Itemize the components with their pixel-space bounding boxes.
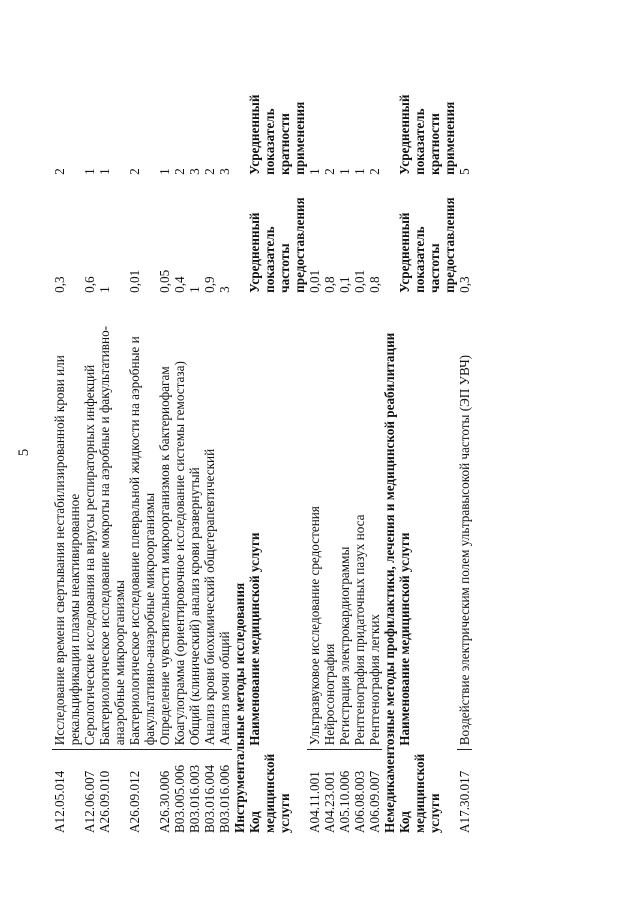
frequency-value: 0,01 (307, 269, 322, 293)
frequency-value: 1 (97, 286, 112, 293)
multiplicity-value: 3 (187, 168, 202, 175)
table-row (187, 53, 202, 833)
service-name: Анализ крови биохимический общетерапевтический (202, 293, 217, 750)
frequency-value: 0,8 (322, 276, 337, 293)
service-name: Общий (клинический) анализ крови развернутый (187, 293, 202, 750)
frequency-value: 0,01 (352, 269, 367, 293)
multiplicity-value: 1 (97, 168, 112, 175)
frequency-value: 0,9 (202, 276, 217, 293)
multiplicity-value: 5 (457, 168, 472, 175)
column-header-row (247, 53, 307, 833)
header-frequency: Усредненный показатель частоты предоставления (247, 197, 307, 293)
service-name: Бактериологическое исследование плевральной жидкости на аэробные и факультативно-анаэробные микроорганизмы (127, 293, 157, 750)
table-row (82, 53, 97, 833)
service-code: A17.30.017 (457, 770, 472, 833)
service-name: Определение чувствительности микроорганизмов к бактериофагам (157, 293, 172, 750)
frequency-value: 0,6 (82, 276, 97, 293)
multiplicity-value: 2 (202, 168, 217, 175)
service-code: B03.005.006 (172, 764, 187, 833)
frequency-value: 0,1 (337, 276, 352, 293)
multiplicity-value: 1 (82, 168, 97, 175)
service-name: Регистрация электрокардиограммы (337, 293, 352, 750)
table-row (337, 53, 352, 833)
service-name: Бактериологическое исследование мокроты на аэробные и факультативно-анаэробные микроорганизмы (97, 293, 127, 750)
service-name: Серологические исследования на вирусы респираторных инфекций (82, 293, 97, 750)
table-row (97, 53, 127, 833)
service-name: Исследование времени свертывания нестабилизированной крови или рекальцификации плазмы неактивированное (52, 293, 82, 750)
multiplicity-value: 2 (52, 168, 67, 175)
multiplicity-value: 3 (217, 168, 232, 175)
header-multiplicity: Усредненный показатель кратности применения (397, 94, 457, 175)
lab-rows (52, 53, 232, 833)
table-row (307, 53, 322, 833)
multiplicity-value: 1 (352, 168, 367, 175)
frequency-value: 3 (217, 286, 232, 293)
column-header-row (397, 53, 457, 833)
service-code: A26.09.010 (97, 770, 112, 833)
table-row (127, 53, 157, 833)
section-title: Немедикаментозные методы профилактики, лечения и медицинской реабилитации (382, 332, 397, 833)
multiplicity-value: 2 (367, 168, 382, 175)
service-code: A05.10.006 (337, 770, 352, 833)
table-row (322, 53, 337, 833)
multiplicity-value: 1 (157, 168, 172, 175)
service-name: Воздействие электрическим полем ультравысокой частоты (ЭП УВЧ) (457, 293, 472, 750)
multiplicity-value: 2 (322, 168, 337, 175)
service-code: B03.016.003 (187, 764, 202, 833)
multiplicity-value: 2 (172, 168, 187, 175)
header-frequency: Усредненный показатель частоты предоставления (397, 197, 457, 293)
table-row (217, 53, 232, 833)
page-number: 5 (16, 448, 32, 457)
header-code: Код медицинской услуги (247, 753, 292, 833)
service-name: Рентгенография легких (367, 293, 382, 750)
table-row (157, 53, 172, 833)
frequency-value: 0,4 (172, 276, 187, 293)
table-row (172, 53, 187, 833)
instrumental-rows (307, 53, 382, 833)
service-code: A06.09.007 (367, 770, 382, 833)
frequency-value: 0,8 (367, 276, 382, 293)
frequency-value: 0,01 (127, 269, 142, 293)
nonmedical-rows (457, 53, 472, 833)
header-name: Наименование медицинской услуги (397, 532, 412, 746)
header-code: Код медицинской услуги (397, 753, 442, 833)
table-row (352, 53, 367, 833)
service-code: A12.06.007 (82, 770, 97, 833)
service-name: Рентгенография придаточных пазух носа (352, 293, 367, 750)
frequency-value: 0,3 (457, 276, 472, 293)
multiplicity-value: 1 (337, 168, 352, 175)
header-multiplicity: Усредненный показатель кратности применения (247, 94, 307, 175)
table-row (367, 53, 382, 833)
service-name: Коагулограмма (ориентировочное исследование системы гемостаза) (172, 293, 187, 750)
services-table (52, 53, 472, 833)
service-code: A26.30.006 (157, 770, 172, 833)
table-row (52, 53, 82, 833)
service-code: A04.11.001 (307, 771, 322, 833)
multiplicity-value: 2 (127, 168, 142, 175)
nonmedical-section (382, 53, 457, 833)
service-code: A12.05.014 (52, 770, 67, 833)
service-code: B03.016.006 (217, 764, 232, 833)
service-code: B03.016.004 (202, 764, 217, 833)
service-name: Анализ мочи общий (217, 293, 232, 750)
multiplicity-value: 1 (307, 168, 322, 175)
service-name: Ультразвуковое исследование средостения (307, 293, 322, 750)
instrumental-section (232, 53, 307, 833)
service-code: A26.09.012 (127, 770, 142, 833)
table-row (202, 53, 217, 833)
frequency-value: 0,05 (157, 269, 172, 293)
service-name: Нейросонография (322, 293, 337, 750)
service-code: A06.08.003 (352, 770, 367, 833)
section-title: Инструментальные методы исследования (232, 582, 247, 833)
table-row (457, 53, 472, 833)
frequency-value: 1 (187, 286, 202, 293)
frequency-value: 0,3 (52, 276, 67, 293)
header-name: Наименование медицинской услуги (247, 532, 262, 746)
service-code: A04.23.001 (322, 770, 337, 833)
